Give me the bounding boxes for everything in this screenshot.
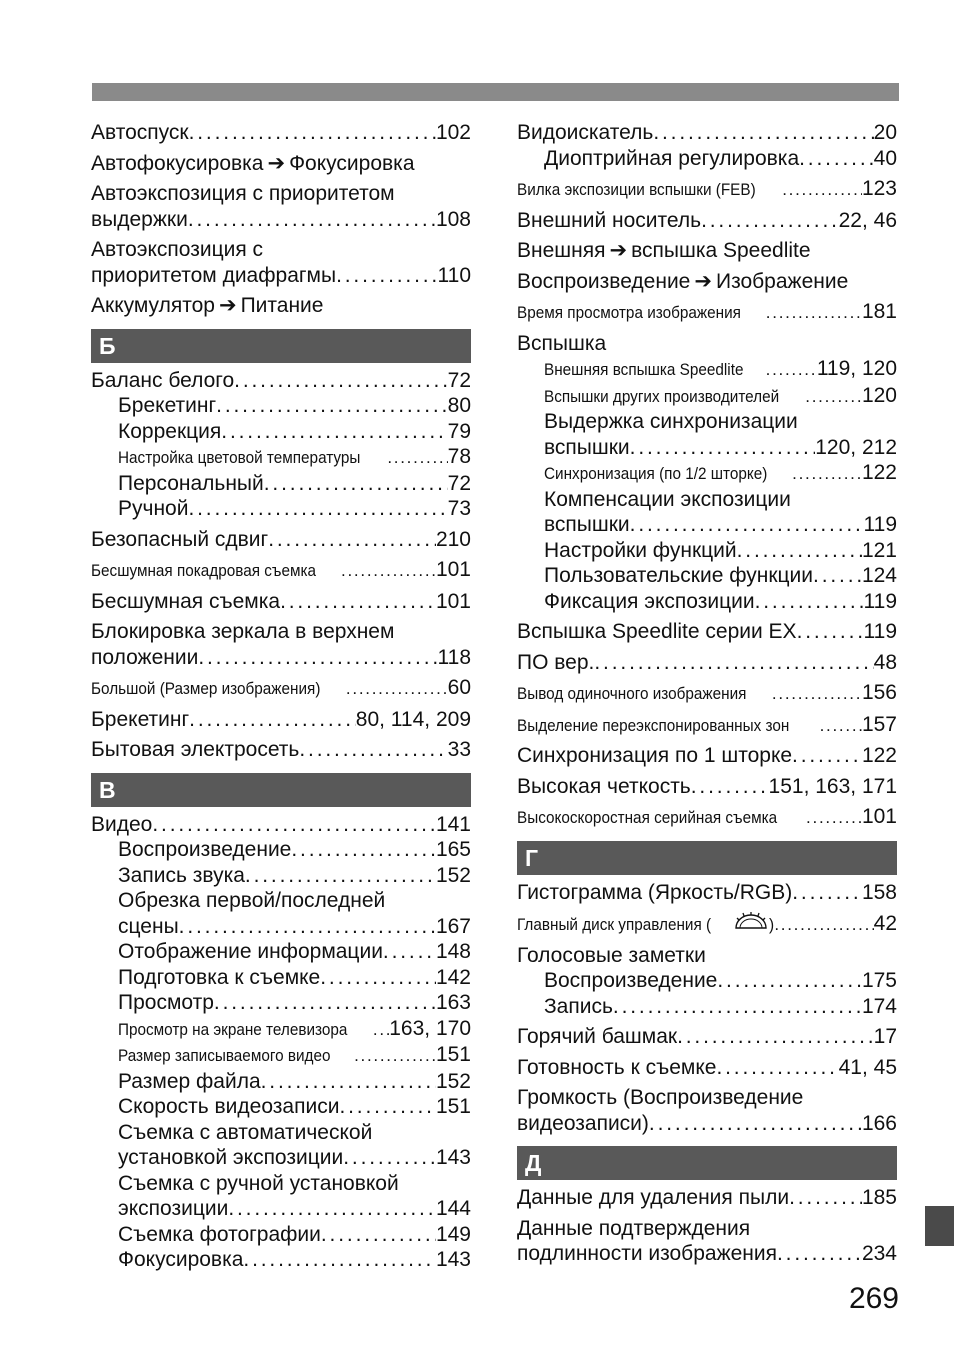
arrow-right-icon: ➔ — [218, 294, 237, 317]
index-entry: Безопасный сдвиг . . . 210 — [91, 527, 471, 553]
index-entry: Воспроизведение ➔ Изображение — [517, 269, 849, 293]
index-subentry: Внешняя вспышка Speedlite . . . 119, 120 — [517, 356, 897, 383]
index-entry: Баланс белого . . . 72 — [91, 368, 471, 394]
index-entry: Автоспуск . . . 102 — [91, 120, 471, 146]
index-subentry: Просмотр на экране телевизора . . . 163, 170 — [91, 1016, 471, 1043]
arrow-right-icon: ➔ — [267, 151, 286, 175]
index-entry: Синхронизация по 1 шторке . . . 122 — [517, 743, 897, 769]
index-subentry: Запись . . . 174 — [517, 994, 897, 1020]
index-subentry: Съемка фотографии . . . 149 — [91, 1222, 471, 1248]
index-entry: Автофокусировка ➔ Фокусировка — [91, 151, 415, 175]
section-header-b: Б — [91, 329, 471, 363]
index-subentry: Персональный . . . 72 — [91, 471, 471, 497]
index-subentry: Запись звука . . . 152 — [91, 863, 471, 889]
section-header-d: Д — [517, 1146, 897, 1180]
index-subentry: Коррекция . . . 79 — [91, 419, 471, 445]
index-subentry: Компенсации экспозиции вспышки . . . 119 — [517, 487, 897, 538]
index-entry: Выделение переэкспонированных зон . . . 157 — [517, 712, 897, 739]
index-entry: Вывод одиночного изображения . . . 156 — [517, 680, 897, 707]
arrow-right-icon: ➔ — [609, 239, 628, 262]
index-entry: Бесшумная съемка . . . 101 — [91, 589, 471, 615]
index-subentry: Фокусировка . . . 143 — [91, 1247, 471, 1273]
index-subentry: Пользовательские функции . . . 124 — [517, 563, 897, 589]
index-subentry: Настройка цветовой температуры . . . 78 — [91, 444, 471, 471]
index-entry: Аккумулятор ➔ Питание — [91, 294, 324, 317]
index-entry: Видоискатель . . . 20 — [517, 120, 897, 146]
index-column-left — [91, 120, 471, 1273]
index-entry: Вспышка — [517, 331, 607, 355]
index-subentry: Воспроизведение . . . 165 — [91, 837, 471, 863]
index-entry: Бесшумная покадровая съемка . . . 101 — [91, 557, 471, 584]
index-subentry: Размер записываемого видео . . . 151 — [91, 1042, 471, 1069]
index-subentry: Скорость видеозаписи . . . 151 — [91, 1094, 471, 1120]
index-entry: Высокоскоростная серийная съемка . . . 101 — [517, 804, 897, 831]
index-subentry: Съемка с автоматической установкой экспозиции . . . 143 — [91, 1120, 471, 1171]
index-subentry: Диоптрийная регулировка . . . 40 — [517, 146, 897, 172]
index-subentry: Синхронизация (по 1/2 шторке) . . . 122 — [517, 460, 897, 487]
main-dial-icon — [733, 910, 769, 930]
index-entry: Главный диск управления ( ) . . . 42 — [517, 910, 897, 938]
index-entry: Данные подтверждения подлинности изображения . . . 234 — [517, 1216, 897, 1267]
index-entry: ПО вер. . . . 48 — [517, 650, 897, 676]
index-entry: Блокировка зеркала в верхнем положении . . . 118 — [91, 619, 471, 670]
index-entry: Готовность к съемке . . . 41, 45 — [517, 1055, 897, 1081]
index-entry: Автоэкспозиция с приоритетом выдержки . . . 108 — [91, 181, 471, 232]
index-entry: Видео . . . 141 — [91, 812, 471, 838]
header-bar — [92, 83, 899, 101]
index-subentry: Вспышки других производителей . . . 120 — [517, 383, 897, 410]
index-entry: Голосовые заметки — [517, 943, 706, 967]
index-side-tab — [925, 1206, 954, 1246]
index-subentry: Настройки функций . . . 121 — [517, 538, 897, 564]
index-subentry: Обрезка первой/последней сцены . . . 167 — [91, 888, 471, 939]
index-entry: Вспышка Speedlite серии EX . . . 119 — [517, 619, 897, 645]
index-subentry: Ручной . . . 73 — [91, 496, 471, 522]
index-entry: Внешний носитель . . . 22, 46 — [517, 208, 897, 234]
index-column-right — [517, 120, 897, 1267]
index-subentry: Выдержка синхронизации вспышки . . . 120, 212 — [517, 409, 897, 460]
section-header-v: В — [91, 773, 471, 807]
index-subentry: Отображение информации . . . 148 — [91, 939, 471, 965]
index-entry: Высокая четкость . . . 151, 163, 171 — [517, 774, 897, 800]
index-entry: Большой (Размер изображения) . . . 60 — [91, 675, 471, 702]
index-subentry: Фиксация экспозиции . . . 119 — [517, 589, 897, 615]
index-entry: Внешняя ➔ вспышка Speedlite — [517, 239, 811, 262]
index-subentry: Размер файла . . . 152 — [91, 1069, 471, 1095]
section-header-g: Г — [517, 841, 897, 875]
index-entry: Вилка экспозиции вспышки (FEB) . . . 123 — [517, 176, 897, 203]
index-entry: Гистограмма (Яркость/RGB) . . . 158 — [517, 880, 897, 906]
index-entry: Брекетинг . . . 80, 114, 209 — [91, 707, 471, 733]
page-number: 269 — [848, 1282, 899, 1315]
index-subentry: Подготовка к съемке . . . 142 — [91, 965, 471, 991]
index-entry: Автоэкспозиция с приоритетом диафрагмы . . . 110 — [91, 237, 471, 288]
index-entry: Время просмотра изображения . . . 181 — [517, 299, 897, 326]
index-entry: Бытовая электросеть . . . 33 — [91, 737, 471, 763]
arrow-right-icon: ➔ — [694, 269, 712, 293]
index-entry: Горячий башмак . . . 17 — [517, 1024, 897, 1050]
index-entry: Громкость (Воспроизведение видеозаписи) . . . 166 — [517, 1085, 897, 1136]
index-subentry: Брекетинг . . . 80 — [91, 393, 471, 419]
index-entry: Данные для удаления пыли . . . 185 — [517, 1185, 897, 1211]
index-subentry: Воспроизведение . . . 175 — [517, 968, 897, 994]
index-subentry: Просмотр . . . 163 — [91, 990, 471, 1016]
index-subentry: Съемка с ручной установкой экспозиции . . . 144 — [91, 1171, 471, 1222]
